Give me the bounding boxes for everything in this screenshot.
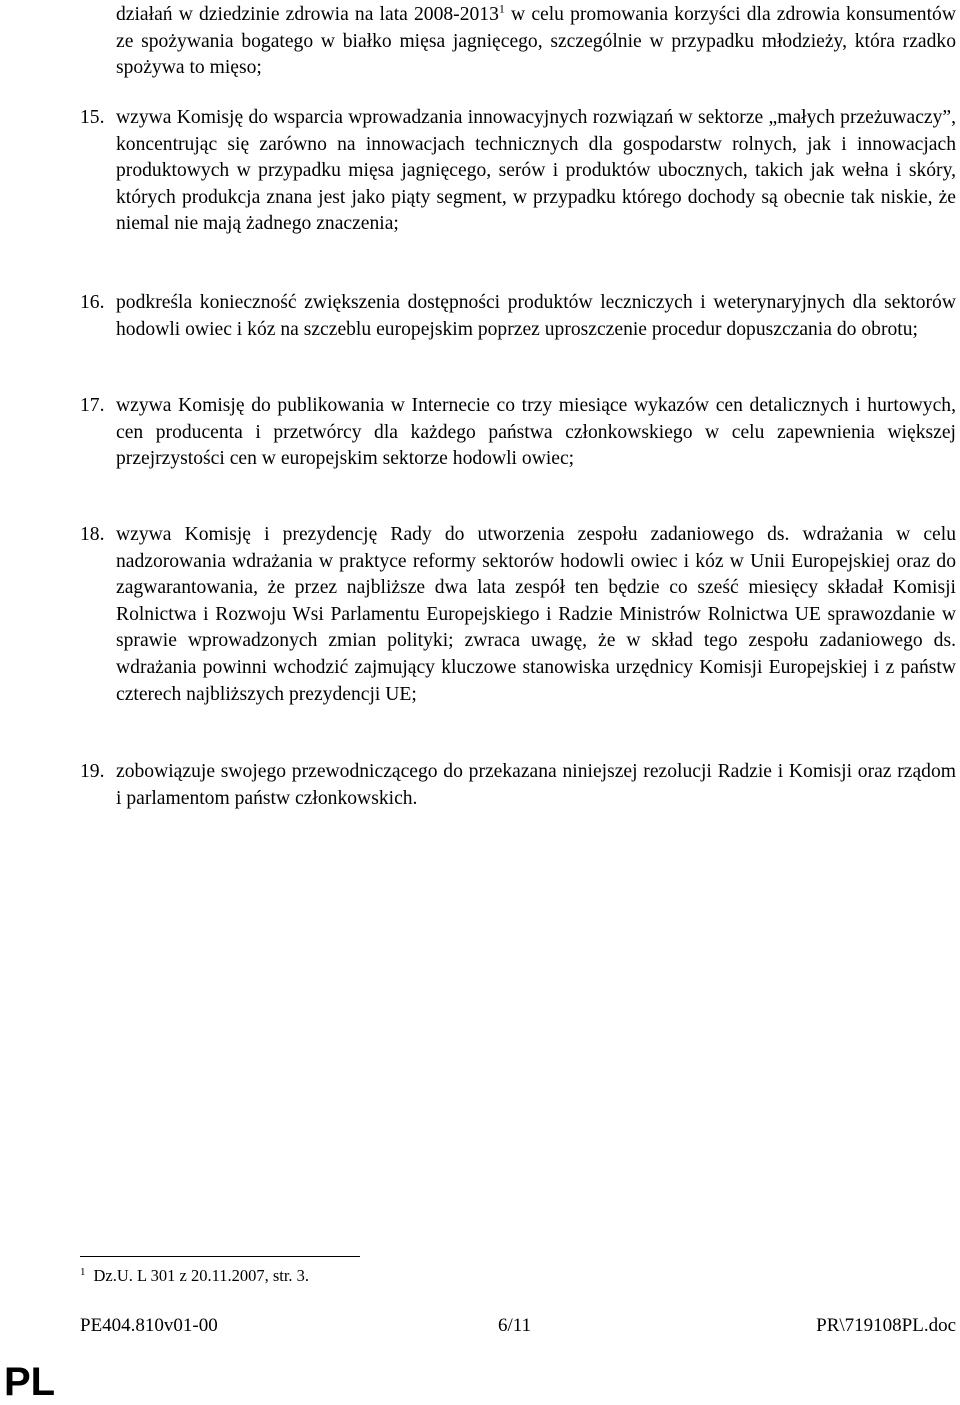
intro-paragraph <box>116 2 956 82</box>
item-number: 15. <box>80 107 105 128</box>
item-text: wzywa Komisję i prezydencję Rady do utworzenia zespołu zadaniowego ds. wdrażania w celu nadzorowania wdrażania w praktyce reformy sektorów hodowli owiec i kóz w Unii Europejskiej oraz do zagwarantowania, że przez najbliższe dwa lata zespół ten będzie co sześć miesięcy składał Komisji Rolnictwa i Rozwoju Wsi Parlamentu Europejskiego i Radzie Ministrów Rolnictwa UE sprawozdanie w sprawie wprowadzonych zmian polityki; zwraca uwagę, że w skład tego zespołu zadaniowego ds. wdrażania powinni wchodzić zajmujący kluczowe stanowiska urzędnicy Komisji Europejskiej i z państw czterech najbliższych prezydencji UE; <box>116 524 956 705</box>
item-text: wzywa Komisję do publikowania w Internecie co trzy miesiące wykazów cen detalicznych i hurtowych, cen producenta i przetwórcy dla każdego państwa członkowskiego w celu zapewnienia większej przejrzystości cen w europejskim sektorze hodowli owiec; <box>116 395 956 470</box>
footer-file-ref: PR\719108PL.doc <box>816 1315 956 1336</box>
footnote-text: Dz.U. L 301 z 20.11.2007, str. 3. <box>93 1266 310 1285</box>
item-number: 16. <box>80 292 105 313</box>
language-label: PL <box>4 1360 56 1404</box>
intro-text: działań w dziedzinie zdrowia na lata 2008-2013 <box>116 4 499 25</box>
item-number: 18. <box>80 524 105 545</box>
item-text: wzywa Komisję do wsparcia wprowadzania innowacyjnych rozwiązań w sektorze „małych przeżuwaczy”, koncentrując się zarówno na innowacjach technicznych dla gospodarstw rolnych, jak i innowacjach produktowych w przypadku mięsa jagnięcego, serów i produktów ubocznych, takich jak wełna i skóry, których produkcja znana jest jako piąty segment, w przypadku którego dochody są obecnie tak niskie, że niemal nie mają żadnego znaczenia; <box>116 107 956 235</box>
item-number: 19. <box>80 761 105 782</box>
footer-doc-ref: PE404.810v01-00 <box>80 1315 218 1336</box>
footer-page-number: 6/11 <box>498 1315 532 1336</box>
footnote-mark: 1 <box>80 1265 86 1278</box>
intro-text-continued: w celu promowania korzyści dla zdrowia konsumentów ze spożywania bogatego w białko mięsa jagnięcego, szczególnie w przypadku młodzieży, która rzadko spożywa to mięso; <box>116 4 956 79</box>
footnote-reference[interactable]: 1 <box>498 1 505 16</box>
footnote-separator <box>80 1256 360 1257</box>
item-text: zobowiązuje swojego przewodniczącego do przekazana niniejszej rezolucji Radzie i Komisji oraz rządom i parlamentom państw członkowskich. <box>116 761 956 809</box>
item-number: 17. <box>80 395 105 416</box>
item-text: podkreśla konieczność zwiększenia dostępności produktów leczniczych i weterynaryjnych dla sektorów hodowli owiec i kóz na szczeblu europejskim poprzez uproszczenie procedur dopuszczania do obrotu; <box>116 292 956 340</box>
footnote <box>80 1266 309 1286</box>
